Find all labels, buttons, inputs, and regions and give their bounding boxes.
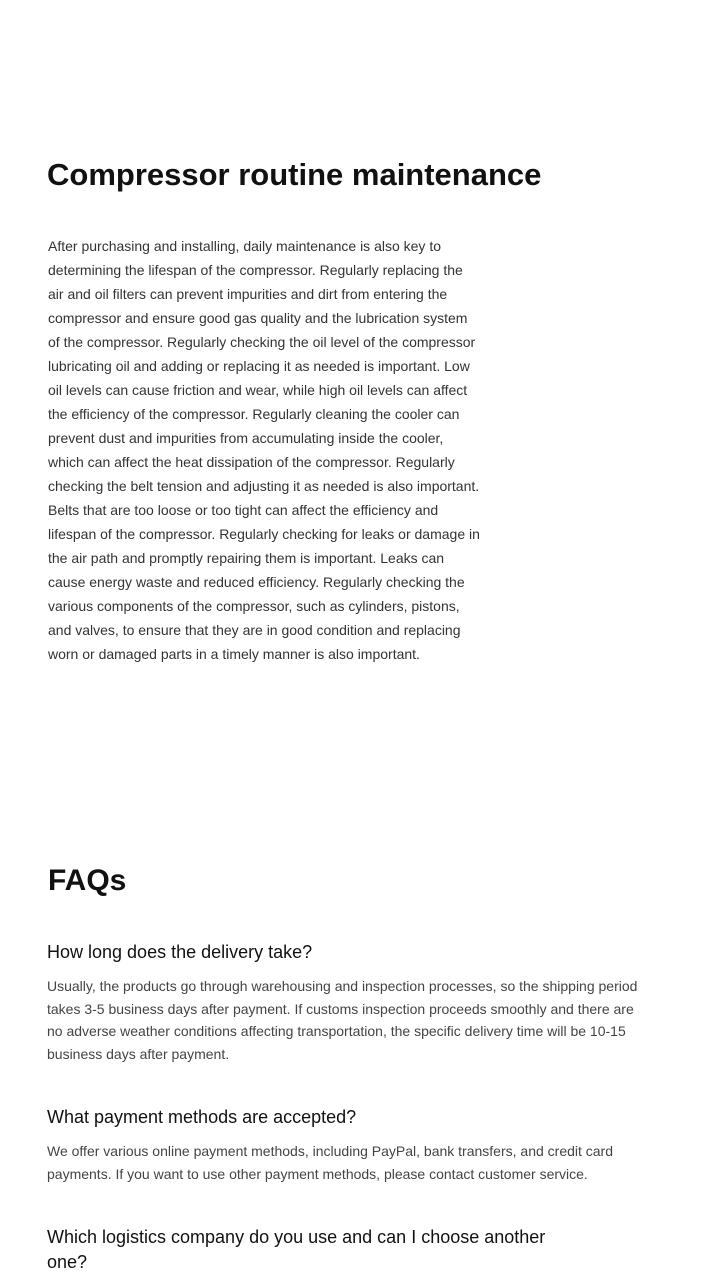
faq-item-payment bbox=[47, 1105, 647, 1185]
faq-question: What payment methods are accepted? bbox=[47, 1107, 357, 1127]
faqs-title: FAQs bbox=[48, 864, 127, 897]
faq-question: How long does the delivery take? bbox=[47, 942, 313, 962]
faq-question: Which logistics company do you use and can I choose another one? bbox=[47, 1227, 546, 1272]
faq-item-logistics bbox=[47, 1225, 567, 1275]
maintenance-title: Compressor routine maintenance bbox=[47, 157, 542, 192]
faq-item-delivery bbox=[47, 940, 647, 1065]
faq-answer: Usually, the products go through warehousing and inspection processes, so the shipping period takes 3-5 business days after payment. If customs inspection proceeds smoothly and there are no adverse weather conditions affecting transportation, the specific delivery time will be 10-15 business days after payment. bbox=[47, 978, 638, 1062]
maintenance-body: After purchasing and installing, daily maintenance is also key to determining the lifespan of the compressor. Regularly replacing the air and oil filters can prevent impurities and dirt from entering the compressor and ensure good gas quality and the lubrication system of the compressor. Regularly checking the oil level of the compressor lubricating oil and adding or replacing it as needed is important. Low oil levels can cause friction and wear, while high oil levels can affect the efficiency of the compressor. Regularly cleaning the cooler can prevent dust and impurities from accumulating inside the cooler, which can affect the heat dissipation of the compressor. Regularly checking the belt tension and adjusting it as needed is also important. Belts that are too loose or too tight can affect the efficiency and lifespan of the compressor. Regularly checking for leaks or damage in the air path and promptly repairing them is important. Leaks can cause energy waste and reduced efficiency. Regularly checking the various components of the compressor, such as cylinders, pistons, and valves, to ensure that they are in good condition and replacing worn or damaged parts in a timely manner is also important. bbox=[48, 238, 480, 662]
faq-answer: We offer various online payment methods, including PayPal, bank transfers, and credit card payments. If you want to use other payment methods, please contact customer service. bbox=[47, 1143, 614, 1182]
